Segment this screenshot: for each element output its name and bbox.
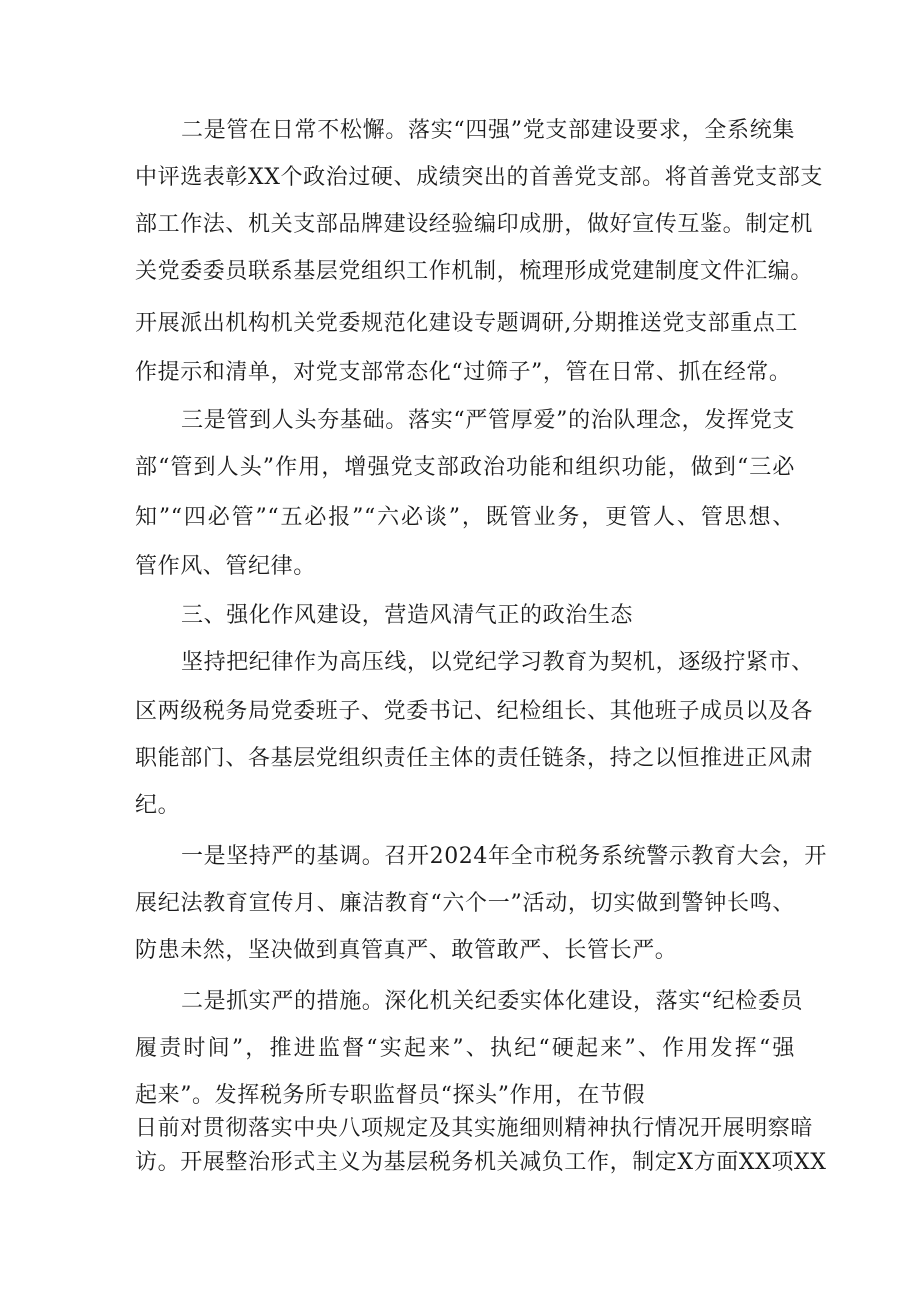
paragraph-line: 知”“四必管”“五必报”“六必谈”，既管业务，更管人、管思想、 <box>135 505 795 530</box>
paragraph-line: 部“管到人头”作用，增强党支部政治功能和组织功能，做到“三必 <box>135 455 795 480</box>
paragraph-line: 三是管到人头夯基础。落实“严管厚爱”的治队理念，发挥党支 <box>181 408 795 433</box>
paragraph-line: 展纪法教育宣传月、廉洁教育“六个一”活动，切实做到警钟长鸣、 <box>135 891 795 916</box>
paragraph-line: 日前对贯彻落实中央八项规定及其实施细则精神执行情况开展明察暗 <box>135 1116 814 1141</box>
paragraph-line: 二是抓实严的措施。深化机关纪委实体化建设，落实“纪检委员 <box>181 989 804 1014</box>
paragraph-line: 访。开展整治形式主义为基层税务机关减负工作，制定X方面XX项XX <box>135 1150 827 1175</box>
paragraph-line: 起来”。发挥税务所专职监督员“探头”作用，在节假 <box>135 1083 646 1108</box>
paragraph-line: 坚持把纪律作为高压线，以党纪学习教育为契机，逐级拧紧市、 <box>181 650 814 675</box>
paragraph-line: 作提示和清单，对党支部常态化“过筛子”，管在日常、抓在经常。 <box>135 360 792 385</box>
paragraph-line: 中评选表彰XX个政治过硬、成绩突出的首善党支部。将首善党支部支 <box>135 165 823 190</box>
paragraph-line: 二是管在日常不松懈。落实“四强”党支部建设要求，全系统集 <box>181 118 795 143</box>
paragraph-line: 一是坚持严的基调。召开2024年全市税务系统警示教育大会，开 <box>181 844 827 869</box>
section-heading: 三、强化作风建设，营造风清气正的政治生态 <box>181 603 634 628</box>
paragraph-line: 纪。 <box>135 793 181 818</box>
paragraph-line: 防患未然，坚决做到真管真严、敢管敢严、长管长严。 <box>135 938 678 963</box>
paragraph-line: 部工作法、机关支部品牌建设经验编印成册，做好宣传互鉴。制定机 <box>135 212 814 237</box>
paragraph-line: 职能部门、各基层党组织责任主体的责任链条，持之以恒推进正风肃 <box>135 746 814 771</box>
paragraph-line: 关党委委员联系基层党组织工作机制，梳理形成党建制度文件汇编。 <box>135 259 814 284</box>
paragraph-line: 开展派出机构机关党委规范化建设专题调研,分期推送党支部重点工 <box>135 311 798 336</box>
paragraph-line: 履责时间”，推进监督“实起来”、执纪“硬起来”、作用发挥“强 <box>135 1036 795 1061</box>
paragraph-line: 管作风、管纪律。 <box>135 554 316 579</box>
paragraph-line: 区两级税务局党委班子、党委书记、纪检组长、其他班子成员以及各 <box>135 699 814 724</box>
